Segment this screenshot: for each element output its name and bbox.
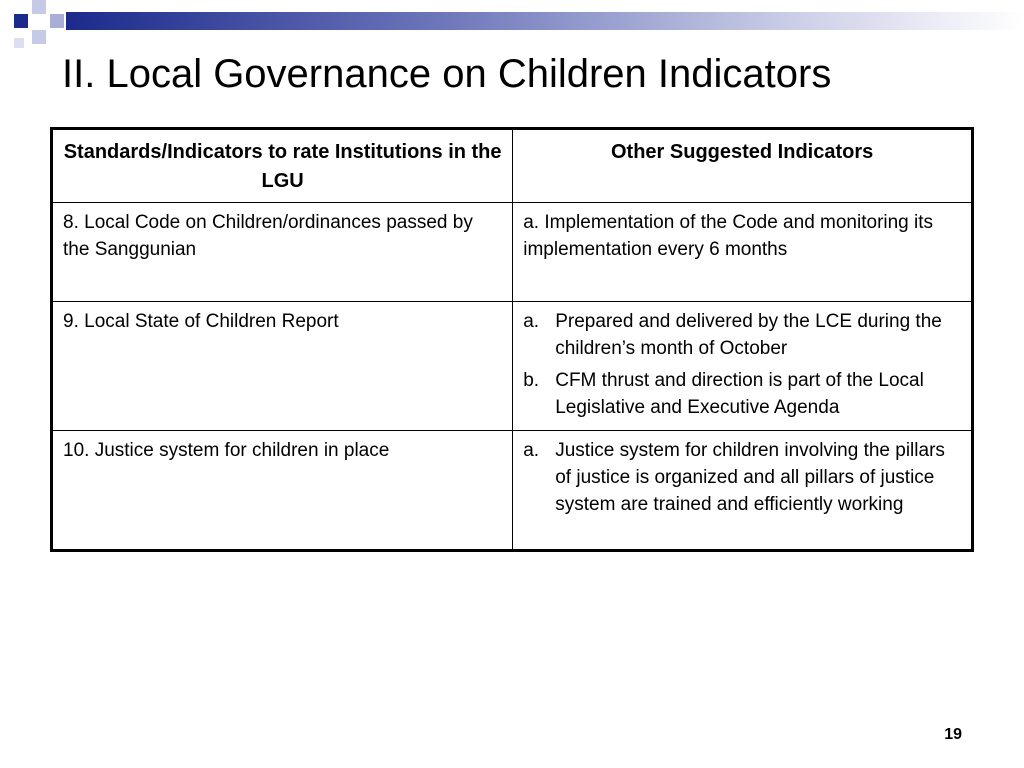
indicator-marker: a.: [523, 440, 540, 461]
decorative-square: [32, 0, 46, 14]
page-number: 19: [944, 726, 962, 743]
standard-cell: 10. Justice system for children in place: [52, 431, 513, 551]
table-row: [52, 431, 973, 551]
indicator-text: Justice system for children involving the pillars of justice is organized and all pillars of justice system are trained and efficiently working: [555, 440, 945, 515]
decorative-square: [32, 30, 46, 44]
indicators-table: [50, 127, 974, 552]
indicator-cell: [513, 431, 973, 551]
column-header-standards: Standards/Indicators to rate Institutions in the LGU: [52, 129, 513, 203]
indicator-cell: [513, 302, 973, 431]
slide-title: II. Local Governance on Children Indicators: [62, 52, 832, 96]
decorative-square: [50, 14, 64, 28]
indicator-cell: [513, 203, 973, 302]
standard-cell: 8. Local Code on Children/ordinances passed by the Sanggunian: [52, 203, 513, 302]
indicator-marker: a.: [523, 311, 540, 332]
decorative-square: [14, 14, 28, 28]
title-gradient-bar: [66, 12, 1024, 30]
table-row: [52, 203, 973, 302]
indicator-marker: b.: [523, 370, 540, 391]
standard-cell: 9. Local State of Children Report: [52, 302, 513, 431]
indicator-text: CFM thrust and direction is part of the Local Legislative and Executive Agenda: [555, 370, 924, 418]
indicator-text: Prepared and delivered by the LCE during the children’s month of October: [555, 311, 942, 359]
indicator-item: [523, 367, 961, 421]
table-header-row: [52, 129, 973, 203]
decorative-square: [14, 38, 24, 48]
indicator-text: a. Implementation of the Code and monitoring its implementation every 6 months: [523, 212, 934, 260]
indicator-item: [523, 308, 961, 362]
column-header-other-indicators: Other Suggested Indicators: [513, 129, 973, 203]
indicator-item: [523, 437, 961, 518]
indicator-item: [523, 209, 961, 263]
table-row: [52, 302, 973, 431]
